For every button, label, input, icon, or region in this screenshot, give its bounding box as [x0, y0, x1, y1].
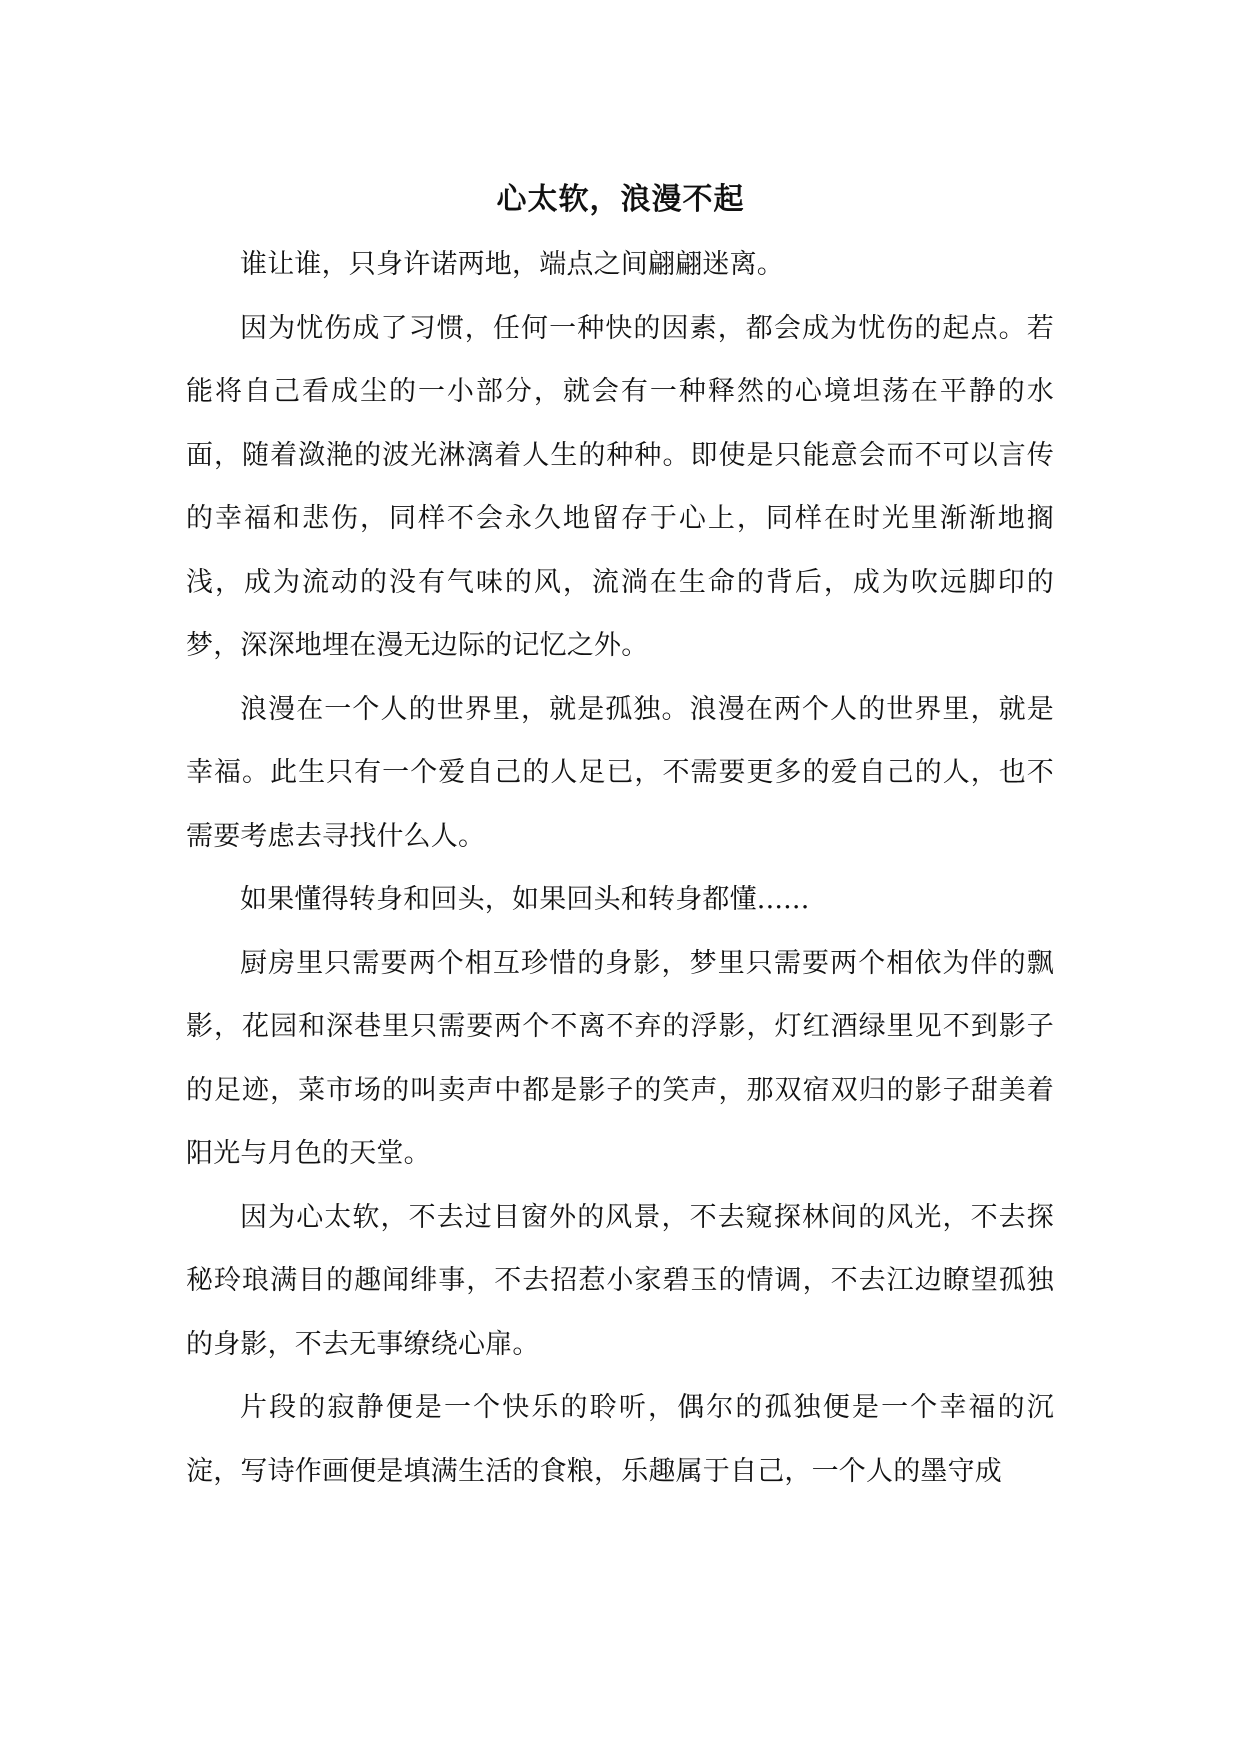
paragraph: 如果懂得转身和回头，如果回头和转身都懂...... [240, 884, 810, 915]
paragraph: 片段的寂静便是一个快乐的聆听，偶尔的孤独便是一个幸福的沉淀，写诗作画便是填满生活的食粮，乐趣属于自己，一个人的墨守成 [186, 1392, 1054, 1487]
paragraph: 因为心太软，不去过目窗外的风景，不去窥探林间的风光，不去探秘玲琅满目的趣闻绯事，不去招惹小家碧玉的情调，不去江边瞭望孤独的身影，不去无事缭绕心扉。 [186, 1201, 1054, 1360]
paragraph: 谁让谁，只身许诺两地，端点之间翩翩迷离。 [240, 249, 784, 280]
paragraph: 厨房里只需要两个相互珍惜的身影，梦里只需要两个相依为伴的飘影，花园和深巷里只需要两个不离不弃的浮影，灯红酒绿里见不到影子的足迹，菜市场的叫卖声中都是影子的笑声，那双宿双归的影子甜美着阳光与月色的天堂。 [186, 947, 1054, 1169]
paragraph: 因为忧伤成了习惯，任何一种快的因素，都会成为忧伤的起点。若能将自己看成尘的一小部分，就会有一种释然的心境坦荡在平静的水面，随着潋滟的波光淋漓着人生的种种。即使是只能意会而不可以言传的幸福和悲伤，同样不会永久地留存于心上，同样在时光里渐渐地搁浅，成为流动的没有气味的风，流淌在生命的背后，成为吹远脚印的梦，深深地埋在漫无边际的记忆之外。 [186, 312, 1054, 661]
paragraph: 浪漫在一个人的世界里，就是孤独。浪漫在两个人的世界里，就是幸福。此生只有一个爱自己的人足已，不需要更多的爱自己的人，也不需要考虑去寻找什么人。 [186, 693, 1054, 852]
document-body [186, 233, 1054, 1503]
document-title: 心太软，浪漫不起 [496, 182, 745, 218]
